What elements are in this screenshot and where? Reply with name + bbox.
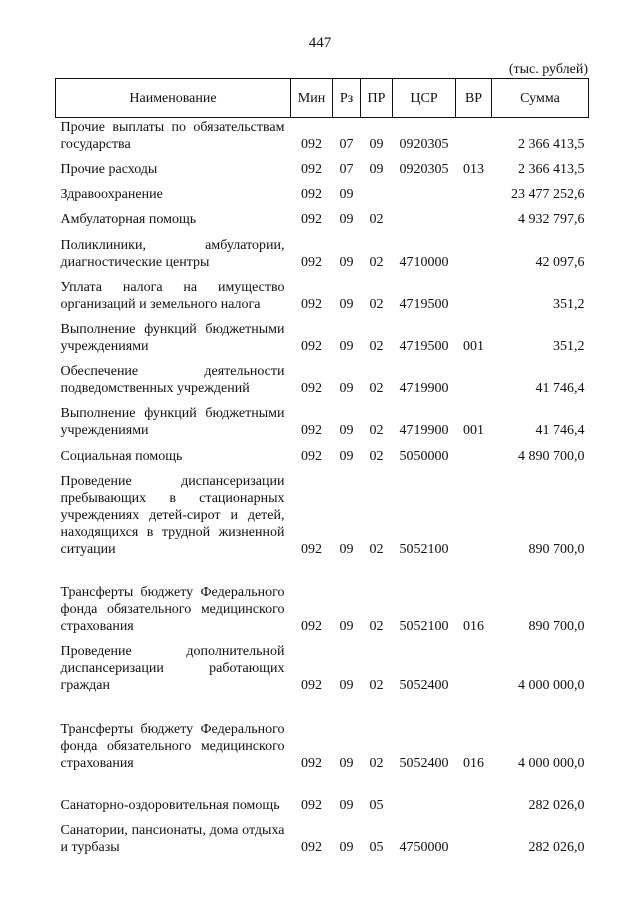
- row-pr: 02: [369, 541, 384, 557]
- table-row: [56, 696, 589, 774]
- row-min: 092: [301, 254, 322, 270]
- row-csr: 4710000: [399, 254, 449, 270]
- units-note: (тыс. рублей): [508, 62, 588, 77]
- row-csr: 0920305: [399, 161, 449, 177]
- row-vr: [456, 357, 492, 399]
- row-pr: [361, 180, 393, 205]
- table-row: [56, 816, 589, 858]
- row-sum: 4 890 700,0: [518, 448, 585, 464]
- row-min: 092: [301, 541, 322, 557]
- row-min: 092: [301, 136, 322, 152]
- row-vr: 016: [463, 755, 484, 771]
- row-vr: [456, 230, 492, 273]
- row-pr: 02: [369, 422, 384, 438]
- row-vr: 001: [463, 338, 484, 354]
- row-pr: 02: [369, 254, 384, 270]
- table-row: [56, 560, 589, 637]
- row-csr: 0920305: [399, 136, 449, 152]
- row-rz: 09: [339, 541, 354, 557]
- page-number: 447: [308, 35, 332, 51]
- row-rz: 09: [339, 448, 354, 464]
- row-pr: 05: [369, 839, 384, 855]
- row-pr: 02: [369, 618, 384, 634]
- row-csr: 4719900: [399, 422, 449, 438]
- table-row: [56, 273, 589, 315]
- header-vr: ВР: [456, 79, 492, 118]
- row-pr: 05: [369, 797, 384, 813]
- row-pr: 02: [369, 296, 384, 312]
- row-rz: 09: [339, 186, 354, 202]
- row-csr: [393, 774, 456, 816]
- row-csr: 4750000: [399, 839, 449, 855]
- row-min: 092: [301, 380, 322, 396]
- row-sum: 4 000 000,0: [518, 755, 585, 771]
- row-rz: 09: [339, 755, 354, 771]
- row-csr: 5052400: [399, 755, 449, 771]
- row-sum: 23 477 252,6: [511, 186, 585, 202]
- row-pr: 09: [369, 136, 384, 152]
- row-sum: 2 366 413,5: [518, 161, 585, 177]
- table-row: [56, 180, 589, 205]
- table-row: [56, 118, 589, 155]
- row-name: Трансферты бюджету Федерального фонда обязательного медицинского страхования: [60, 721, 285, 771]
- table-row: [56, 399, 589, 441]
- row-name: Проведение диспансеризации пребывающих в стационарных учреждениях детей-сирот и детей, находящихся в трудной жизненной ситуации: [60, 473, 285, 557]
- table-row: [56, 155, 589, 180]
- row-name: Санаторно-оздоровительная помощь: [60, 797, 280, 813]
- row-vr: [456, 180, 492, 205]
- table-row: [56, 357, 589, 399]
- row-min: 092: [301, 618, 322, 634]
- header-name: Наименование: [56, 79, 291, 118]
- header-pr: ПР: [361, 79, 393, 118]
- row-name: Социальная помощь: [60, 448, 183, 464]
- row-csr: [393, 205, 456, 230]
- row-sum: 41 746,4: [535, 422, 585, 438]
- row-vr: [456, 816, 492, 858]
- row-sum: 351,2: [553, 338, 585, 354]
- row-sum: 282 026,0: [528, 839, 585, 855]
- row-pr: 09: [369, 161, 384, 177]
- row-rz: 09: [339, 618, 354, 634]
- row-pr: 02: [369, 338, 384, 354]
- row-vr: 001: [463, 422, 484, 438]
- row-vr: [456, 273, 492, 315]
- row-rz: 09: [339, 797, 354, 813]
- table-row: [56, 441, 589, 467]
- row-name: Обеспечение деятельности подведомственных учреждений: [60, 363, 285, 396]
- row-min: 092: [301, 338, 322, 354]
- row-rz: 09: [339, 211, 354, 227]
- row-name: Санатории, пансионаты, дома отдыха и турбазы: [60, 822, 285, 855]
- row-rz: 09: [339, 839, 354, 855]
- row-rz: 09: [339, 338, 354, 354]
- row-min: 092: [301, 448, 322, 464]
- row-sum: 41 746,4: [535, 380, 585, 396]
- row-min: 092: [301, 797, 322, 813]
- row-vr: [456, 637, 492, 696]
- table-row: [56, 637, 589, 696]
- row-name: Выполнение функций бюджетными учреждениями: [60, 405, 285, 438]
- row-sum: 4 000 000,0: [518, 677, 585, 693]
- row-pr: 02: [369, 677, 384, 693]
- row-sum: 890 700,0: [528, 618, 585, 634]
- header-csr: ЦСР: [393, 79, 456, 118]
- row-rz: 07: [339, 136, 354, 152]
- row-min: 092: [301, 839, 322, 855]
- row-min: 092: [301, 677, 322, 693]
- row-pr: 02: [369, 755, 384, 771]
- row-vr: [456, 205, 492, 230]
- row-min: 092: [301, 186, 322, 202]
- row-csr: 5052400: [399, 677, 449, 693]
- row-sum: 2 366 413,5: [518, 136, 585, 152]
- table-body: [56, 118, 589, 858]
- row-sum: 890 700,0: [528, 541, 585, 557]
- row-rz: 09: [339, 422, 354, 438]
- header-rz: Рз: [333, 79, 361, 118]
- row-min: 092: [301, 211, 322, 227]
- table-row: [56, 315, 589, 357]
- row-csr: [393, 180, 456, 205]
- row-rz: 09: [339, 296, 354, 312]
- row-vr: 016: [463, 618, 484, 634]
- row-rz: 07: [339, 161, 354, 177]
- row-rz: 09: [339, 677, 354, 693]
- row-csr: 5052100: [399, 618, 449, 634]
- budget-table: [55, 78, 589, 858]
- row-pr: 02: [369, 211, 384, 227]
- row-name: Амбулаторная помощь: [60, 211, 197, 227]
- row-name: Прочие расходы: [60, 161, 158, 177]
- row-csr: 4719500: [399, 296, 449, 312]
- row-min: 092: [301, 161, 322, 177]
- row-pr: 02: [369, 380, 384, 396]
- row-sum: 42 097,6: [535, 254, 585, 270]
- row-sum: 351,2: [553, 296, 585, 312]
- row-rz: 09: [339, 380, 354, 396]
- row-csr: 4719900: [399, 380, 449, 396]
- row-sum: 4 932 797,6: [518, 211, 585, 227]
- row-vr: [456, 118, 492, 155]
- header-min: Мин: [291, 79, 333, 118]
- row-vr: [456, 441, 492, 467]
- row-name: Выполнение функций бюджетными учреждениями: [60, 321, 285, 354]
- row-csr: 5050000: [399, 448, 449, 464]
- table-row: [56, 230, 589, 273]
- row-csr: 5052100: [399, 541, 449, 557]
- row-sum: 282 026,0: [528, 797, 585, 813]
- row-min: 092: [301, 755, 322, 771]
- row-min: 092: [301, 422, 322, 438]
- header-sum: Сумма: [492, 79, 589, 118]
- table-row: [56, 205, 589, 230]
- row-vr: [456, 467, 492, 560]
- row-name: Прочие выплаты по обязательствам государства: [60, 119, 285, 152]
- row-name: Уплата налога на имущество организаций и земельного налога: [60, 279, 285, 312]
- table-row: [56, 467, 589, 560]
- table-header: [56, 79, 589, 118]
- row-name: Здравоохранение: [60, 186, 163, 202]
- row-csr: 4719500: [399, 338, 449, 354]
- row-name: Трансферты бюджету Федерального фонда обязательного медицинского страхования: [60, 584, 285, 634]
- row-name: Проведение дополнительной диспансеризации работающих граждан: [60, 643, 285, 693]
- row-name: Поликлиники, амбулатории, диагностические центры: [60, 237, 285, 270]
- table-row: [56, 774, 589, 816]
- row-rz: 09: [339, 254, 354, 270]
- row-vr: [456, 774, 492, 816]
- row-vr: 013: [463, 161, 484, 177]
- row-min: 092: [301, 296, 322, 312]
- row-pr: 02: [369, 448, 384, 464]
